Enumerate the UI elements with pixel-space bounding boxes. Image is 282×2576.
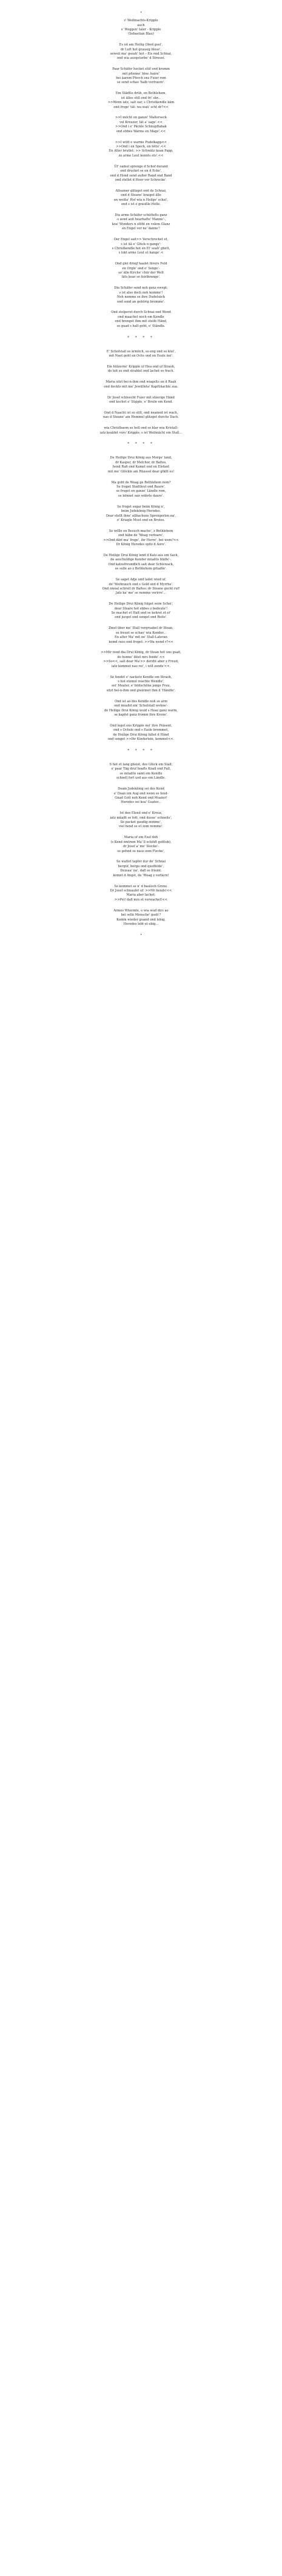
poem-line: ond häbe de 'Weag verloare',	[118, 534, 164, 538]
poem-line: Gnad Gott noh Kend ond Muater!	[115, 796, 167, 800]
stanza	[0, 787, 282, 805]
poem-line: täts koar so feirlbrenge'.	[121, 275, 161, 280]
poem-line: ond maachet noch em Kendle	[118, 315, 164, 319]
stanza	[0, 286, 282, 304]
poem-line: >>Ond i e' Päckle Schnupftabak	[115, 125, 167, 129]
poem-line: e' Kriagle Must ond en Brotes.	[117, 518, 165, 522]
poem-line: schnell fort usd aus em Ländle.	[116, 776, 166, 780]
stanza	[0, 380, 282, 389]
stanza	[0, 554, 282, 572]
poem-line: Dr Josef schleecht Fuier mit stäerige Händ	[107, 395, 175, 400]
poem-line: ond s ist e graußle Helle.	[121, 203, 161, 207]
poem-line: iatz kealdet vors' Kripple; s ist Weihnächt em Stall...	[99, 431, 183, 435]
poem-line: dr Kasper, dr Melchor, dr Baltes,	[115, 460, 167, 465]
poem-line: >>Wenn iatz, sait oar, s Christkendle käm	[107, 101, 175, 105]
poem-line: Dear stellt ihne' allbachens Sprengerlen na',	[106, 514, 176, 518]
poem-line: ond jucget ond senget ond Reite'.	[115, 615, 167, 620]
poem-line: koa' Wonders n stöht en volem Glanz	[112, 222, 170, 226]
poem-line: Jatz ka' me' se nemme verirre'...	[115, 591, 167, 595]
stanza	[0, 529, 282, 548]
stanza	[0, 262, 282, 280]
poem-line: Se packet gaudig zemme',	[120, 820, 162, 825]
poem-line: ond send an gehörig bromme'.	[117, 300, 165, 304]
poem-line: dr Josef a' me' Stecke'-	[123, 845, 159, 849]
poem-line: Se froget Stadtleut ond Baure',	[116, 485, 166, 489]
poem-line: Dr König Herodes spitz d Aore'.	[116, 543, 166, 547]
poem-line: >>So<<, sait dear Ma'>> derzht aber z Freud,	[103, 660, 179, 664]
stanza	[0, 213, 282, 232]
stanza	[0, 676, 282, 694]
poem-line: ond d Steane' kraiget älle	[121, 193, 161, 198]
poem-line: E' Schofstall so ärmlich, so eng ond so klei',	[106, 349, 176, 354]
poem-line: ond brenget ihm mit steife Händ,	[115, 320, 167, 324]
poem-line: Paar Schäfer hocket stiif ond kromm	[112, 67, 170, 72]
stanza	[0, 411, 282, 420]
poem-line: zo arme Leut konnts ets'.<<	[118, 153, 164, 158]
poem-line: De Heilige Drui König folget seim Schei',	[109, 602, 173, 606]
stanza	[0, 724, 282, 742]
stanza	[0, 396, 282, 405]
poem-line: se müaßte samt em Kendle	[119, 771, 163, 776]
poem-line: Zmol über me' Stall vergruabet dr Stean,	[109, 626, 173, 631]
poem-line: viel hend se et zom nemme'.	[118, 825, 164, 829]
stanza	[0, 238, 282, 256]
poem-line: se könnet oan währle daure'.	[118, 494, 164, 498]
stanza	[0, 602, 282, 620]
section-separator: * * * *	[127, 442, 155, 446]
poem-line: -s send aoit hearhafte' Manne'-,	[116, 218, 166, 222]
poem-line: e' Doan em Aug ond wenn es fend-	[113, 791, 169, 796]
poem-line: komd raus ond froget: >>Wa wend r?<<	[109, 640, 173, 644]
poem-line: bei selle Mensche' gseh'?	[121, 913, 161, 917]
poem-line: En Alter brutlet: >> Schwätz koan Papp,	[109, 149, 173, 153]
section-separator: * * * *	[127, 335, 155, 340]
poem-line: ond ebbes Warms en Mage'.<<	[116, 129, 166, 133]
poem-line: e' paar Täg druf hoafts Knall ond Fall,	[111, 767, 171, 771]
poem-line: Em Städtle drüb, en Bethlehem,	[115, 92, 167, 96]
stanza	[0, 885, 282, 903]
poem-line: ond muaßd em' Schofstall wohne'-	[114, 704, 168, 708]
poem-line: Dr Josef schnaufet uf: >>Mr hends!<<	[110, 889, 172, 893]
stanza	[0, 700, 282, 718]
poem-line: Ist den Elend ond e' Kreuz,	[119, 811, 163, 816]
poem-line: vol Kreuzer, tät a' sage'.<<	[119, 120, 163, 124]
poem-line: en weißa' Hof wia n Heilge' schei',	[113, 198, 169, 202]
poem-line: s ist üã e' Glück n gange':	[121, 242, 161, 246]
poem-line: beim Judekönig Herodes.	[121, 509, 161, 514]
poem-line: Ond zmoal schreit dr Baltes: dr Steane guckt ruf!	[102, 586, 180, 591]
poem-line: s' Weggen' taler - Kripple	[121, 28, 161, 32]
poem-line: mit pfienne' bloe Asäre'	[122, 72, 160, 76]
poem-line: Se wölle en Besuch mache', z Bethlehem	[109, 529, 173, 533]
poem-line: Herodes lebt et ebig...	[123, 922, 159, 926]
poem-line: >>I möcht en ganze' Malterseck	[115, 116, 167, 120]
poem-line: Dezsaa' na', dafl se friemt.	[120, 869, 162, 873]
poem-line: ist älles still ond fri' sbr...	[121, 96, 161, 100]
poem-line: ond drucket se en d Ecke',	[120, 169, 162, 173]
poem-line: De Heilige Drui König lend d Katz aus em Sack,	[103, 553, 179, 557]
poem-line: Ond katzefreundlich sait dear Schlewack,	[108, 562, 174, 566]
stanza	[0, 763, 282, 781]
poem-line: Se machet et Halt ond se kehret et ei'	[111, 611, 171, 615]
stanza	[0, 141, 282, 159]
poem-line: komnt d Angst, de 'Weag z verliere!	[113, 873, 169, 877]
poem-line: Allsamer glitzget ond de Schnai,	[115, 189, 167, 193]
poem-line: en Engel vor ne' danne'!	[121, 227, 161, 231]
poem-line: se solle ao z Bethlehem grüaßle'.	[115, 567, 167, 571]
poem-line: Em hülzerne' Kripple uf Hea ond uf Straoh,	[107, 364, 175, 369]
poem-line: En alter Ma' mit ne' Stall-Lateran	[115, 636, 167, 640]
stanza	[0, 67, 282, 86]
poem-line: Maria aber lachet:	[126, 893, 156, 897]
poem-line: Ma goht de Weag ge Bethlehem nom?	[111, 480, 171, 485]
poem-line: wia Christbaom so hell ond so klar wia Kristall-	[104, 426, 178, 431]
poem-line: ond kochet e' Süpple, e' Breile em Kend.	[109, 400, 173, 404]
poem-body	[0, 19, 282, 927]
poem-line: Ond stolperet durch Schnai ond Wend	[111, 310, 171, 315]
poem-line: bei äarem Pferch ons Fuier rom	[116, 76, 166, 81]
poem-line: dr Luft hot grausig blose',	[120, 47, 162, 52]
poem-line: nao d Steane' am Hemmel glitzget durchs Dach.	[102, 415, 180, 420]
poem-line: so guad s halt goht, e' Stãndle.	[116, 324, 166, 328]
poem-line: Noh nemme se ihre Dudelsäck	[116, 295, 166, 300]
poem-line: Ond leget ens Kripple nei' ihre Präsent,	[110, 723, 172, 728]
poem-line: Se fendet e' nacketz Kendle em Straoh,	[110, 675, 172, 679]
poem-line: (Sebastian Blau)	[128, 32, 154, 36]
poem-line: mit me' Glöckle am Rüassel dear gfällt es!	[107, 469, 175, 474]
poem-line: se kapfet ganz fromm ihre Krone'.	[114, 713, 168, 717]
poem-line: hend Rafi ond Kamel ond en Elefant	[112, 465, 170, 469]
stanza	[0, 92, 282, 110]
poem-line: bergüf, bergu ond queffelde',	[118, 864, 164, 868]
section-separator: * * * *	[127, 748, 155, 753]
poem-line: auch	[137, 23, 145, 27]
poem-line: S hot et lang gheist, des Glück em Stall;	[109, 762, 173, 766]
stanza	[0, 651, 282, 669]
poem-line: >>Pst! dafl mrs et verwachet!<<	[114, 897, 168, 902]
poem-line: Armes Wüermle, o wia wud dirs ao	[113, 908, 169, 913]
poem-line: do leit es ond strahlet ond lachet so frach.	[107, 369, 175, 374]
poem-line: De Heilige Drui König aus Morge' land,	[110, 456, 172, 460]
poem-line: Dia arme Schäfer schüttelts ganz	[115, 213, 167, 217]
stanza	[0, 426, 282, 435]
poem-line: s ist also doch noh komme'!	[119, 290, 163, 295]
poem-line: de Heilige Drui König faltet d Händ	[113, 733, 169, 737]
top-bullet: •	[139, 11, 142, 15]
poem-line: s lokt arme Leut et hange'.<	[118, 251, 164, 255]
poem-line: Deam Judekönig sei des Kend	[118, 787, 164, 791]
poem-line: mit Naot goht en Ochs ond en Eesle nei'.	[109, 354, 173, 358]
poem-line: Se wattet tapfer dur de' Schnai	[116, 860, 166, 864]
poem-line: >>Mir rend dia Drui König, dr Stean hot uns gsait,	[101, 651, 181, 655]
stanza	[0, 165, 282, 183]
poem-line: Herodes sei koa' Guater...	[121, 800, 161, 805]
poem-line: do honne' fätet mrs fende'.<<	[117, 655, 165, 659]
poem-line: en Orgle' ond e' Senge'-	[122, 266, 160, 270]
stanza	[0, 626, 282, 645]
poem-line: se froget en ganze' Ländle rom,	[116, 489, 166, 494]
poem-line: so gehnd se naus zom Flecke',	[117, 849, 165, 853]
stanza	[0, 43, 282, 61]
poem-line: Üf' oamol sprenge d Schof durand	[114, 164, 168, 169]
end-bullet: •	[139, 933, 142, 937]
poem-line: Dia Schäfer send noh ganz ewegt;	[114, 286, 168, 290]
stanza	[0, 456, 282, 474]
poem-line: Maria uf em Esel doh	[124, 836, 158, 840]
poem-line: so' älle Kirche' chör der Welt	[118, 271, 164, 275]
stanza	[0, 365, 282, 374]
poem-line: ond froge' tät: wa waü' scht dr?<<	[113, 105, 169, 109]
poem-line: ond deckts mit me' Jewülleta' Kapfüüachle zua.	[104, 384, 178, 389]
poem-line: >>Ond i en Speck, en fette'.<<	[116, 145, 166, 149]
poem-line: ond stellet d Hoor vor Schrecke'.	[115, 178, 167, 182]
stanza	[0, 836, 282, 854]
poem-line: Ond d Naacht ist so still, ond neamed ist wach,	[104, 411, 178, 415]
poem-line: Ond ist ao des Kendle noh so arm	[115, 699, 167, 703]
stanza	[0, 909, 282, 927]
poem-line: s hot etzmol reachte Wendle',	[118, 680, 164, 683]
stanza	[0, 811, 282, 830]
poem-line: de Heilige Drui König wuid s Heaz ganz warm,	[104, 708, 178, 713]
title-block	[0, 19, 282, 36]
poem-line: dear Steare hot ebbes z bedeute'!	[114, 606, 168, 611]
poem-line: seweit ma' gseah' hot – Eis ond Schnai,	[110, 52, 172, 56]
poem-line: >>Ond därf ma' froge', ihr Herre', bei wem?<<	[103, 538, 179, 542]
poem-line: sitzt bei-n-ihm ond gwärmet ihm d 'Händle'.	[106, 688, 176, 693]
poem-line: de aoschuldige Kender müaßts bläfle'-.	[110, 558, 172, 562]
poem-line: So kommet se n' d bauloch Grenz.	[114, 884, 168, 888]
poem-line: se freuet se schao' wia Kender...	[115, 631, 167, 635]
poem-line: iatz kommet nao rei', i will zende'<<.	[111, 664, 171, 668]
stanza	[0, 350, 282, 359]
poem-line: iatz müaßt se fott, ond dusse' schneits',	[110, 816, 172, 820]
stanza	[0, 189, 282, 207]
poem-line: >>I wött e warme Pudelkapp<<	[115, 140, 167, 144]
poem-line: Es ist am Heilig Obed gsei',	[119, 43, 163, 47]
poem-line: ond wia ausgstorbe' d Strossé.	[116, 56, 166, 61]
poem-line: se send schao 'halb verfraore'.	[117, 81, 165, 85]
poem-line: s Christkendle hot en El' seah' ghett,	[112, 246, 170, 250]
poem-line: Se saget Adje ond ladet wied uf,	[115, 578, 167, 582]
poem-line: ond d Hond send außer Rand ond Band	[110, 173, 172, 178]
stanza	[0, 505, 282, 523]
poem-line: ond s Ochsle ond s Easle brommet,	[113, 728, 169, 733]
poem-line: Der Engel sait>> Verschrecket et,	[113, 238, 169, 242]
stanza	[0, 310, 282, 329]
poem-line: ond senget >>Ihr Kinderlein, kommet<<.	[107, 737, 175, 742]
poem-line: s' Weihnachts-Kripple	[124, 19, 158, 23]
stanza	[0, 116, 282, 134]
poem-line: Maria sitzt bei-n-ihm ond wiagelts en d Raah	[106, 380, 176, 384]
stanza	[0, 860, 282, 878]
poem-line: Se froget sogar beim König n',	[117, 505, 165, 509]
poem-line: Komm wieder guand ond lebig,	[116, 917, 166, 922]
poem-line: sei' Muater, e' bildschöne jonge Frau,	[111, 684, 171, 688]
poem-line: de' Weihrauch ond s Gold ond d Myrrhe'.	[109, 582, 173, 586]
poem-line: (s Kend omtrem Ma' ll schlöft gottlob),	[110, 840, 172, 844]
poem-line: Ond glei drnqf haalet lüvers Feld	[115, 262, 167, 266]
stanza	[0, 578, 282, 596]
stanza	[0, 481, 282, 499]
